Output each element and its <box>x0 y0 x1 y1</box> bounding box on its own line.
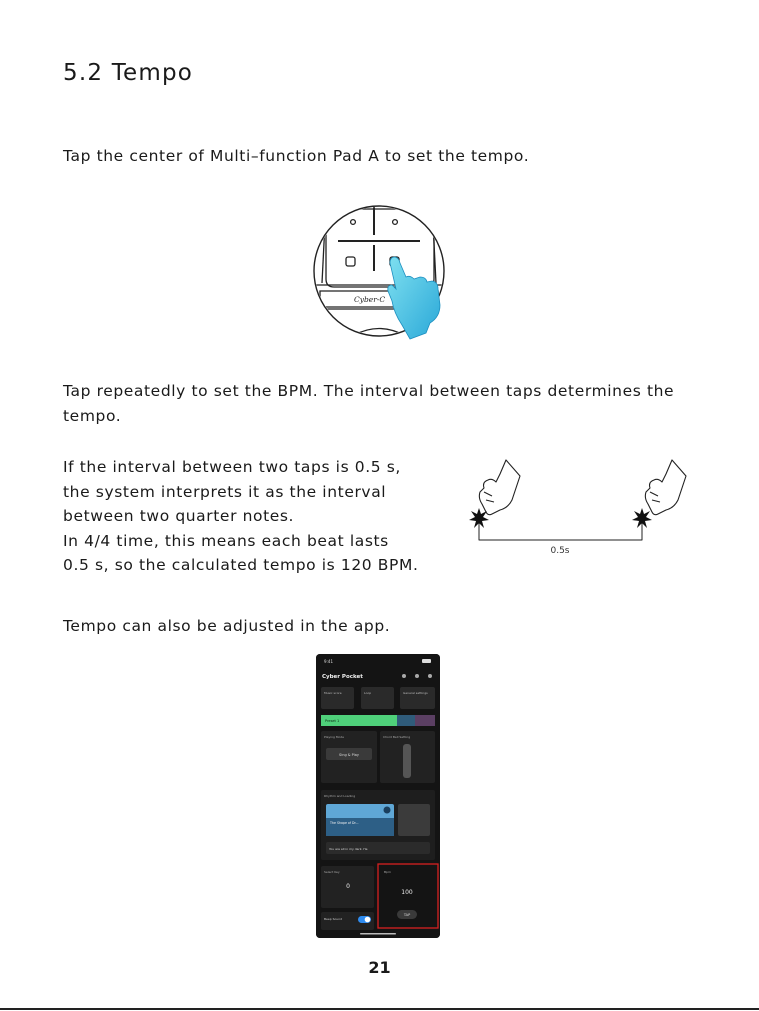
select-key-label: Select Key <box>324 870 340 874</box>
battery-icon <box>422 659 431 663</box>
intro-paragraph: Tap the center of Multi–function Pad A to set the tempo. <box>63 147 530 165</box>
sing-play-label: Sing & Play <box>339 753 359 757</box>
tap-button-label: TAP <box>403 913 411 917</box>
tap-interval-illustration <box>462 456 702 562</box>
footer-divider <box>0 1008 759 1010</box>
interval-paragraph <box>63 455 458 578</box>
lyric-text: You are all in my dark. He <box>329 847 368 851</box>
tapping-hand-icon <box>479 460 520 515</box>
pad-illustration <box>306 205 452 340</box>
info-icon <box>384 807 391 814</box>
song-title: The Shape of Dr... <box>330 821 359 825</box>
section-heading: 5.2 Tempo <box>63 60 194 86</box>
interval-line: the system interprets it as the interval <box>63 482 387 501</box>
chord-slider <box>403 744 411 778</box>
card-music-label: Music score <box>324 691 342 695</box>
tapping-hand-icon <box>645 460 686 515</box>
pad-brand-label: Cyber-C <box>354 295 386 304</box>
interval-line: In 4/4 time, this means each beat lasts <box>63 531 389 550</box>
card-loop-label: Loop <box>364 691 372 695</box>
bpm-label: Bpm <box>384 870 391 874</box>
key-value: 0 <box>346 883 350 890</box>
volume-icon <box>415 674 419 678</box>
chord-bell-label: Chord Bell Setting <box>383 735 411 739</box>
app-screenshot <box>316 654 440 938</box>
home-indicator <box>360 933 396 935</box>
interval-line: 0.5 s, so the calculated tempo is 120 BPM. <box>63 556 419 574</box>
beep-sound-label: Beep Sound <box>324 917 343 921</box>
card-general-label: General settings <box>403 691 428 695</box>
playing-mode-label: Playing Mode <box>324 735 345 739</box>
app-paragraph: Tempo can also be adjusted in the app. <box>63 617 391 635</box>
bpm-value: 100 <box>401 889 413 896</box>
next-song-thumbnail <box>398 804 430 836</box>
page-number: 21 <box>368 958 391 977</box>
status-time: 9:41 <box>324 659 333 664</box>
rhythm-label: Rhythm and Loading <box>324 794 356 798</box>
settings-gear-icon <box>428 674 432 678</box>
interval-line: between two quarter notes. <box>63 507 295 525</box>
interval-line: If the interval between two taps is 0.5 s, <box>63 458 401 476</box>
tap-paragraph: Tap repeatedly to set the BPM. The interval between taps determines the tempo. <box>63 382 675 425</box>
menu-icon <box>402 674 406 678</box>
app-title: Cyber Pocket <box>322 674 363 680</box>
preset-label: Preset 1 <box>325 719 340 723</box>
interval-label: 0.5s <box>550 546 570 556</box>
